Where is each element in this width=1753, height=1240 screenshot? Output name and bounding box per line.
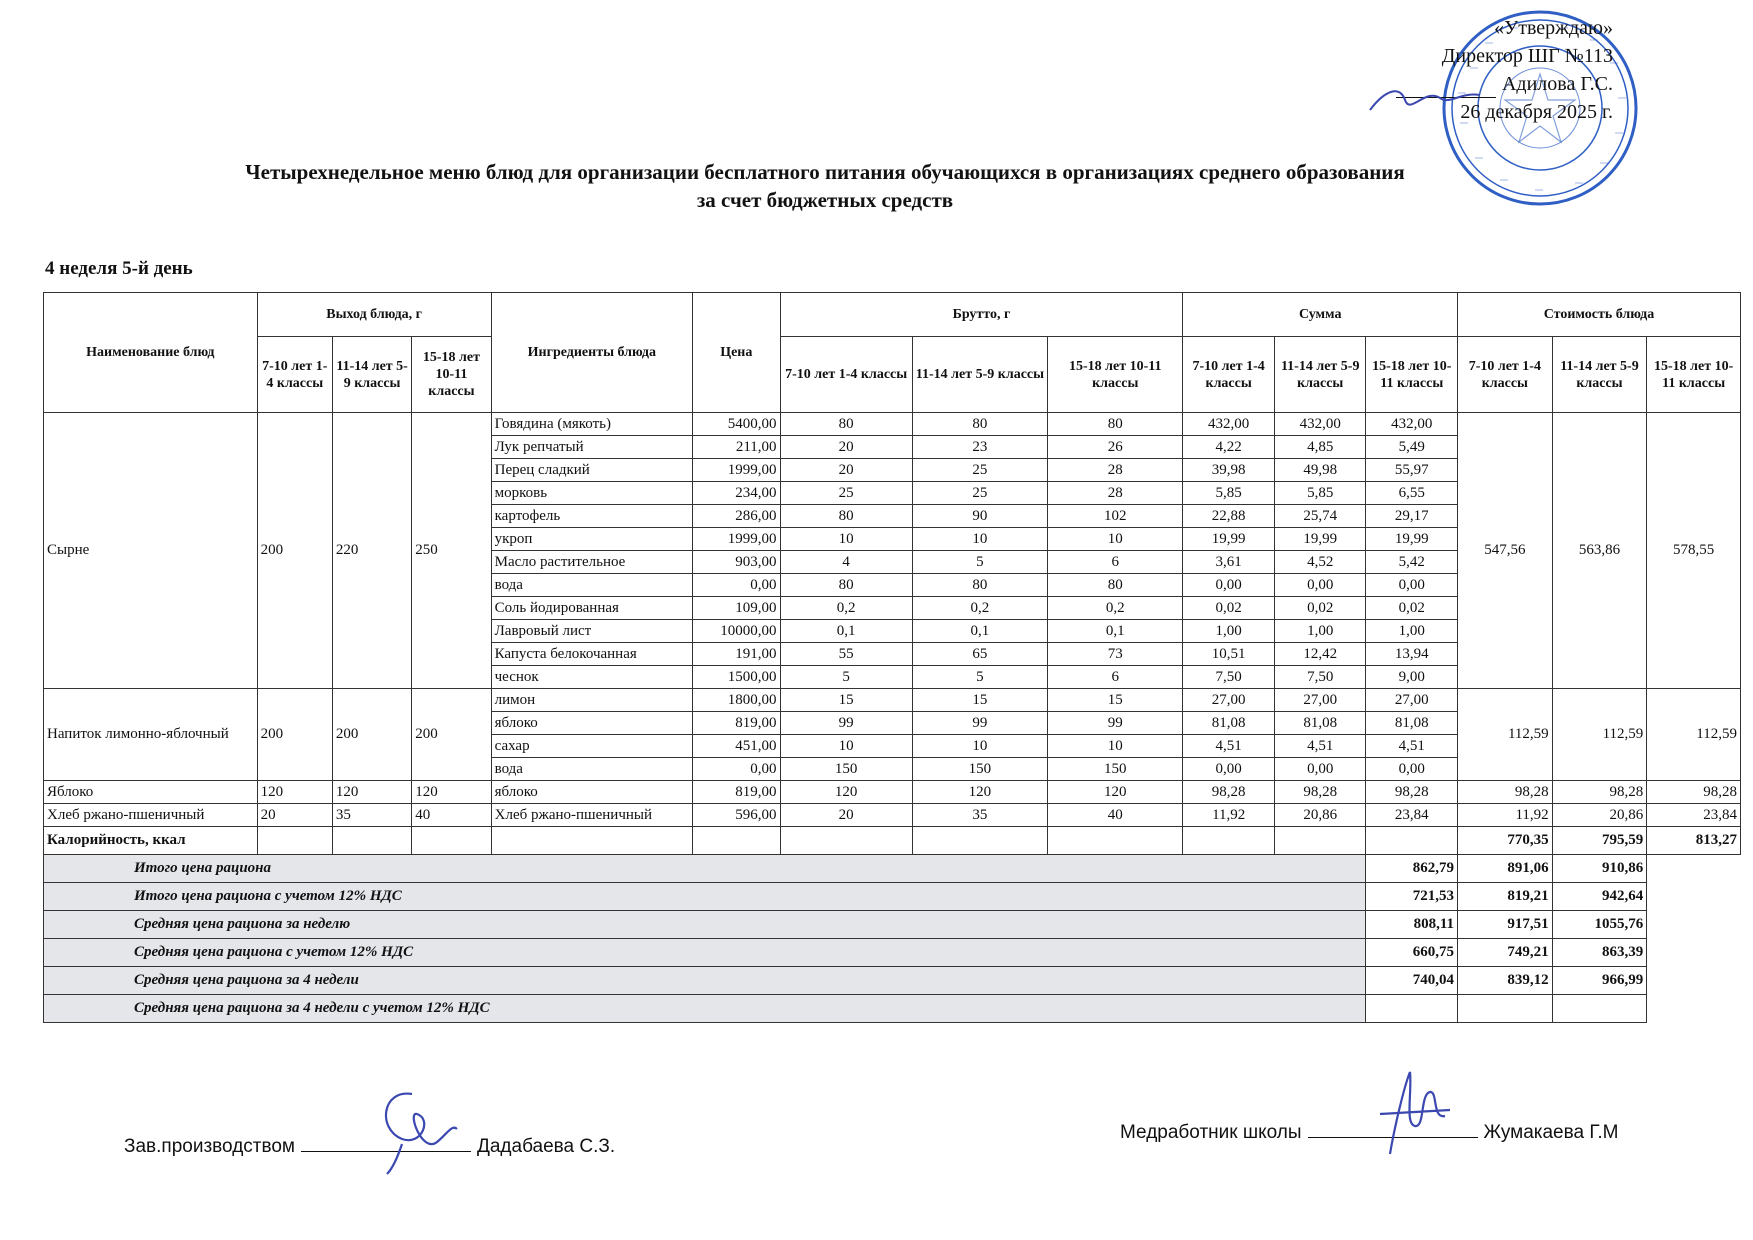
ingredient-sum: 432,00 bbox=[1366, 413, 1458, 436]
ingredient-sum: 7,50 bbox=[1274, 666, 1366, 689]
summary-value: 660,75 bbox=[1366, 939, 1458, 967]
title-line-2: за счет бюджетных средств bbox=[696, 188, 954, 212]
ingredient-price: 1999,00 bbox=[693, 528, 780, 551]
ingredient-price: 286,00 bbox=[693, 505, 780, 528]
ingredient-sum: 81,08 bbox=[1366, 712, 1458, 735]
ingredient-sum: 0,00 bbox=[1274, 574, 1366, 597]
ingredient-sum: 432,00 bbox=[1183, 413, 1275, 436]
ingredient-sum: 5,85 bbox=[1183, 482, 1275, 505]
ingredient-name: яблоко bbox=[491, 712, 692, 735]
ingredient-sum: 9,00 bbox=[1366, 666, 1458, 689]
ingredient-brutto: 25 bbox=[780, 482, 912, 505]
director-signature bbox=[1365, 80, 1485, 120]
ingredient-name: сахар bbox=[491, 735, 692, 758]
ingredient-sum: 0,00 bbox=[1366, 758, 1458, 781]
summary-value: 917,51 bbox=[1458, 911, 1553, 939]
dish-output: 220 bbox=[332, 413, 411, 689]
calories-row bbox=[44, 827, 1741, 855]
summary-value: 862,79 bbox=[1366, 855, 1458, 883]
ingredient-brutto: 35 bbox=[912, 804, 1047, 827]
ingredient-name: лимон bbox=[491, 689, 692, 712]
ingredient-brutto: 25 bbox=[912, 482, 1047, 505]
dish-cost: 98,28 bbox=[1552, 781, 1647, 804]
table-row bbox=[44, 804, 1741, 827]
dish-cost: 112,59 bbox=[1458, 689, 1553, 781]
ingredient-brutto: 99 bbox=[912, 712, 1047, 735]
ingredient-brutto: 0,1 bbox=[780, 620, 912, 643]
ingredient-brutto: 0,2 bbox=[1048, 597, 1183, 620]
header-sum-age-3: 15-18 лет 10-11 классы bbox=[1366, 337, 1458, 413]
summary-value bbox=[1552, 995, 1647, 1023]
ingredient-sum: 4,52 bbox=[1274, 551, 1366, 574]
ingredient-brutto: 80 bbox=[912, 413, 1047, 436]
approval-date: 26 декабря 2025 г. bbox=[1460, 101, 1613, 123]
summary-value: 721,53 bbox=[1366, 883, 1458, 911]
ingredient-brutto: 90 bbox=[912, 505, 1047, 528]
dish-name: Напиток лимонно-яблочный bbox=[44, 689, 258, 781]
dish-output: 120 bbox=[332, 781, 411, 804]
ingredient-sum: 4,22 bbox=[1183, 436, 1275, 459]
ingredient-sum: 10,51 bbox=[1183, 643, 1275, 666]
ingredient-brutto: 99 bbox=[780, 712, 912, 735]
ingredient-sum: 27,00 bbox=[1366, 689, 1458, 712]
ingredient-name: Перец сладкий bbox=[491, 459, 692, 482]
ingredient-name: Лук репчатый bbox=[491, 436, 692, 459]
footer-right bbox=[1120, 1122, 1618, 1144]
header-cost-age-2: 11-14 лет 5-9 классы bbox=[1552, 337, 1647, 413]
ingredient-brutto: 65 bbox=[912, 643, 1047, 666]
ingredient-sum: 0,02 bbox=[1366, 597, 1458, 620]
empty-cell bbox=[491, 827, 692, 855]
header-sum: Сумма bbox=[1183, 293, 1458, 337]
ingredient-price: 596,00 bbox=[693, 804, 780, 827]
footer-right-name: Жумакаева Г.М bbox=[1483, 1122, 1619, 1143]
dish-cost: 547,56 bbox=[1458, 413, 1553, 689]
ingredient-brutto: 5 bbox=[912, 666, 1047, 689]
calories-value: 813,27 bbox=[1647, 827, 1741, 855]
ingredient-brutto: 0,1 bbox=[1048, 620, 1183, 643]
empty-cell bbox=[412, 827, 491, 855]
ingredient-sum: 4,51 bbox=[1183, 735, 1275, 758]
ingredient-brutto: 20 bbox=[780, 436, 912, 459]
calories-value: 795,59 bbox=[1552, 827, 1647, 855]
header-output-age-3: 15-18 лет 10-11 классы bbox=[412, 337, 491, 413]
ingredient-price: 5400,00 bbox=[693, 413, 780, 436]
empty-cell bbox=[1274, 827, 1366, 855]
ingredient-brutto: 80 bbox=[780, 505, 912, 528]
ingredient-sum: 0,00 bbox=[1183, 758, 1275, 781]
ingredient-brutto: 80 bbox=[912, 574, 1047, 597]
empty-cell bbox=[257, 827, 332, 855]
ingredient-sum: 1,00 bbox=[1366, 620, 1458, 643]
ingredient-brutto: 10 bbox=[1048, 735, 1183, 758]
ingredient-sum: 13,94 bbox=[1366, 643, 1458, 666]
ingredient-price: 10000,00 bbox=[693, 620, 780, 643]
ingredient-sum: 6,55 bbox=[1366, 482, 1458, 505]
summary-row bbox=[44, 883, 1741, 911]
summary-row bbox=[44, 855, 1741, 883]
ingredient-brutto: 4 bbox=[780, 551, 912, 574]
dish-cost: 112,59 bbox=[1552, 689, 1647, 781]
ingredient-brutto: 0,2 bbox=[912, 597, 1047, 620]
ingredient-sum: 39,98 bbox=[1183, 459, 1275, 482]
week-day-label: 4 неделя 5-й день bbox=[45, 258, 193, 279]
ingredient-brutto: 15 bbox=[780, 689, 912, 712]
header-cost: Стоимость блюда bbox=[1458, 293, 1741, 337]
ingredient-brutto: 26 bbox=[1048, 436, 1183, 459]
header-ingredients: Ингредиенты блюда bbox=[491, 293, 692, 413]
ingredient-sum: 98,28 bbox=[1366, 781, 1458, 804]
ingredient-brutto: 80 bbox=[1048, 413, 1183, 436]
ingredient-sum: 1,00 bbox=[1274, 620, 1366, 643]
ingredient-sum: 4,51 bbox=[1366, 735, 1458, 758]
ingredient-sum: 0,02 bbox=[1274, 597, 1366, 620]
ingredient-name: Лавровый лист bbox=[491, 620, 692, 643]
dish-name: Сырне bbox=[44, 413, 258, 689]
empty-cell bbox=[1366, 827, 1458, 855]
ingredient-brutto: 120 bbox=[780, 781, 912, 804]
approval-position: Директор ШГ №113 bbox=[1441, 45, 1613, 67]
header-cost-age-3: 15-18 лет 10-11 классы bbox=[1647, 337, 1741, 413]
ingredient-brutto: 73 bbox=[1048, 643, 1183, 666]
ingredient-sum: 22,88 bbox=[1183, 505, 1275, 528]
ingredient-sum: 29,17 bbox=[1366, 505, 1458, 528]
ingredient-brutto: 150 bbox=[780, 758, 912, 781]
header-sum-age-2: 11-14 лет 5-9 классы bbox=[1274, 337, 1366, 413]
dish-name: Яблоко bbox=[44, 781, 258, 804]
ingredient-brutto: 20 bbox=[780, 459, 912, 482]
summary-value: 910,86 bbox=[1552, 855, 1647, 883]
ingredient-brutto: 0,2 bbox=[780, 597, 912, 620]
summary-value: 891,06 bbox=[1458, 855, 1553, 883]
summary-row bbox=[44, 939, 1741, 967]
empty-cell bbox=[332, 827, 411, 855]
ingredient-name: Капуста белокочанная bbox=[491, 643, 692, 666]
dish-cost: 23,84 bbox=[1647, 804, 1741, 827]
header-sum-age-1: 7-10 лет 1-4 классы bbox=[1183, 337, 1275, 413]
empty-cell bbox=[780, 827, 912, 855]
ingredient-sum: 4,85 bbox=[1274, 436, 1366, 459]
dish-output: 120 bbox=[257, 781, 332, 804]
dish-output: 120 bbox=[412, 781, 491, 804]
summary-value: 819,21 bbox=[1458, 883, 1553, 911]
ingredient-brutto: 15 bbox=[912, 689, 1047, 712]
header-brutto: Брутто, г bbox=[780, 293, 1183, 337]
header-brutto-age-1: 7-10 лет 1-4 классы bbox=[780, 337, 912, 413]
ingredient-sum: 7,50 bbox=[1183, 666, 1275, 689]
dish-output: 250 bbox=[412, 413, 491, 689]
dish-output: 20 bbox=[257, 804, 332, 827]
dish-output: 200 bbox=[412, 689, 491, 781]
ingredient-price: 819,00 bbox=[693, 781, 780, 804]
summary-value: 863,39 bbox=[1552, 939, 1647, 967]
document-title bbox=[100, 158, 1550, 214]
ingredient-name: картофель bbox=[491, 505, 692, 528]
summary-row bbox=[44, 967, 1741, 995]
table-row bbox=[44, 413, 1741, 436]
dish-cost: 578,55 bbox=[1647, 413, 1741, 689]
ingredient-price: 191,00 bbox=[693, 643, 780, 666]
ingredient-sum: 0,00 bbox=[1274, 758, 1366, 781]
summary-value: 808,11 bbox=[1366, 911, 1458, 939]
ingredient-price: 819,00 bbox=[693, 712, 780, 735]
table-row bbox=[44, 689, 1741, 712]
ingredient-brutto: 55 bbox=[780, 643, 912, 666]
dish-cost: 98,28 bbox=[1458, 781, 1553, 804]
ingredient-brutto: 80 bbox=[780, 413, 912, 436]
ingredient-sum: 5,85 bbox=[1274, 482, 1366, 505]
ingredient-brutto: 15 bbox=[1048, 689, 1183, 712]
ingredient-sum: 55,97 bbox=[1366, 459, 1458, 482]
ingredient-sum: 11,92 bbox=[1183, 804, 1275, 827]
ingredient-sum: 432,00 bbox=[1274, 413, 1366, 436]
ingredient-sum: 49,98 bbox=[1274, 459, 1366, 482]
ingredient-brutto: 40 bbox=[1048, 804, 1183, 827]
ingredient-sum: 27,00 bbox=[1183, 689, 1275, 712]
ingredient-price: 451,00 bbox=[693, 735, 780, 758]
ingredient-sum: 98,28 bbox=[1183, 781, 1275, 804]
ingredient-sum: 27,00 bbox=[1274, 689, 1366, 712]
ingredient-brutto: 150 bbox=[912, 758, 1047, 781]
summary-value: 839,12 bbox=[1458, 967, 1553, 995]
ingredient-brutto: 28 bbox=[1048, 459, 1183, 482]
ingredient-sum: 25,74 bbox=[1274, 505, 1366, 528]
header-output-age-1: 7-10 лет 1-4 классы bbox=[257, 337, 332, 413]
summary-row bbox=[44, 995, 1741, 1023]
summary-value bbox=[1366, 995, 1458, 1023]
title-line-1: Четырехнедельное меню блюд для организации бесплатного питания обучающихся в организациях среднего образования bbox=[245, 160, 1405, 184]
dish-cost: 112,59 bbox=[1647, 689, 1741, 781]
ingredient-brutto: 20 bbox=[780, 804, 912, 827]
empty-cell bbox=[912, 827, 1047, 855]
ingredient-price: 211,00 bbox=[693, 436, 780, 459]
footer-left bbox=[124, 1136, 615, 1158]
ingredient-brutto: 80 bbox=[780, 574, 912, 597]
ingredient-name: вода bbox=[491, 758, 692, 781]
ingredient-sum: 3,61 bbox=[1183, 551, 1275, 574]
ingredient-brutto: 10 bbox=[780, 528, 912, 551]
ingredient-sum: 20,86 bbox=[1274, 804, 1366, 827]
table-row bbox=[44, 781, 1741, 804]
ingredient-sum: 98,28 bbox=[1274, 781, 1366, 804]
ingredient-sum: 81,08 bbox=[1274, 712, 1366, 735]
summary-row bbox=[44, 911, 1741, 939]
ingredient-sum: 0,02 bbox=[1183, 597, 1275, 620]
dish-cost: 20,86 bbox=[1552, 804, 1647, 827]
footer-left-position: Зав.производством bbox=[124, 1136, 295, 1157]
ingredient-sum: 23,84 bbox=[1366, 804, 1458, 827]
approval-label: «Утверждаю» bbox=[1494, 17, 1613, 39]
ingredient-brutto: 10 bbox=[1048, 528, 1183, 551]
dish-output: 200 bbox=[257, 413, 332, 689]
ingredient-brutto: 10 bbox=[912, 528, 1047, 551]
header-output-age-2: 11-14 лет 5-9 классы bbox=[332, 337, 411, 413]
ingredient-name: вода bbox=[491, 574, 692, 597]
ingredient-sum: 1,00 bbox=[1183, 620, 1275, 643]
menu-body bbox=[44, 413, 1741, 855]
header-dish-name: Наименование блюд bbox=[44, 293, 258, 413]
summary-value: 1055,76 bbox=[1552, 911, 1647, 939]
dish-output: 40 bbox=[412, 804, 491, 827]
dish-name: Хлеб ржано-пшеничный bbox=[44, 804, 258, 827]
dish-cost: 11,92 bbox=[1458, 804, 1553, 827]
ingredient-sum: 19,99 bbox=[1366, 528, 1458, 551]
ingredient-price: 1999,00 bbox=[693, 459, 780, 482]
ingredient-name: Соль йодированная bbox=[491, 597, 692, 620]
summary-value: 942,64 bbox=[1552, 883, 1647, 911]
footer-left-name: Дадабаева С.З. bbox=[477, 1136, 616, 1157]
calories-value: 770,35 bbox=[1458, 827, 1553, 855]
ingredient-sum: 0,00 bbox=[1183, 574, 1275, 597]
header-price: Цена bbox=[693, 293, 780, 413]
ingredient-brutto: 5 bbox=[912, 551, 1047, 574]
dish-output: 35 bbox=[332, 804, 411, 827]
ingredient-brutto: 80 bbox=[1048, 574, 1183, 597]
summary-label: Средняя цена рациона с учетом 12% НДС bbox=[44, 939, 1366, 967]
footer-right-position: Медработник школы bbox=[1120, 1122, 1302, 1143]
medic-signature bbox=[1350, 1064, 1460, 1159]
ingredient-brutto: 99 bbox=[1048, 712, 1183, 735]
summary-label: Средняя цена рациона за 4 недели bbox=[44, 967, 1366, 995]
ingredient-name: яблоко bbox=[491, 781, 692, 804]
summary-label: Средняя цена рациона за 4 недели с учетом 12% НДС bbox=[44, 995, 1366, 1023]
ingredient-price: 0,00 bbox=[693, 758, 780, 781]
ingredient-sum: 4,51 bbox=[1274, 735, 1366, 758]
calories-label: Калорийность, ккал bbox=[44, 827, 258, 855]
ingredient-brutto: 6 bbox=[1048, 666, 1183, 689]
approval-name: Адилова Г.С. bbox=[1501, 73, 1613, 95]
ingredient-brutto: 6 bbox=[1048, 551, 1183, 574]
ingredient-price: 1800,00 bbox=[693, 689, 780, 712]
ingredient-name: морковь bbox=[491, 482, 692, 505]
ingredient-sum: 19,99 bbox=[1274, 528, 1366, 551]
ingredient-brutto: 102 bbox=[1048, 505, 1183, 528]
ingredient-sum: 81,08 bbox=[1183, 712, 1275, 735]
ingredient-sum: 0,00 bbox=[1366, 574, 1458, 597]
ingredient-price: 1500,00 bbox=[693, 666, 780, 689]
ingredient-sum: 5,42 bbox=[1366, 551, 1458, 574]
dish-cost: 563,86 bbox=[1552, 413, 1647, 689]
summary-value: 966,99 bbox=[1552, 967, 1647, 995]
production-head-signature bbox=[362, 1084, 472, 1179]
ingredient-brutto: 5 bbox=[780, 666, 912, 689]
ingredient-price: 0,00 bbox=[693, 574, 780, 597]
summary-label: Итого цена рациона с учетом 12% НДС bbox=[44, 883, 1366, 911]
ingredient-brutto: 10 bbox=[780, 735, 912, 758]
ingredient-name: Масло растительное bbox=[491, 551, 692, 574]
ingredient-brutto: 120 bbox=[912, 781, 1047, 804]
ingredient-sum: 12,42 bbox=[1274, 643, 1366, 666]
ingredient-price: 903,00 bbox=[693, 551, 780, 574]
ingredient-brutto: 10 bbox=[912, 735, 1047, 758]
ingredient-price: 109,00 bbox=[693, 597, 780, 620]
header-brutto-age-2: 11-14 лет 5-9 классы bbox=[912, 337, 1047, 413]
header-brutto-age-3: 15-18 лет 10-11 классы bbox=[1048, 337, 1183, 413]
dish-output: 200 bbox=[257, 689, 332, 781]
summary-label: Средняя цена рациона за неделю bbox=[44, 911, 1366, 939]
empty-cell bbox=[1048, 827, 1183, 855]
ingredient-sum: 5,49 bbox=[1366, 436, 1458, 459]
dish-cost: 98,28 bbox=[1647, 781, 1741, 804]
ingredient-price: 234,00 bbox=[693, 482, 780, 505]
header-cost-age-1: 7-10 лет 1-4 классы bbox=[1458, 337, 1553, 413]
ingredient-name: Говядина (мякоть) bbox=[491, 413, 692, 436]
ingredient-name: укроп bbox=[491, 528, 692, 551]
empty-cell bbox=[1183, 827, 1275, 855]
ingredient-name: чеснок bbox=[491, 666, 692, 689]
ingredient-brutto: 23 bbox=[912, 436, 1047, 459]
summary-value bbox=[1458, 995, 1553, 1023]
ingredient-brutto: 25 bbox=[912, 459, 1047, 482]
summary-value: 749,21 bbox=[1458, 939, 1553, 967]
ingredient-brutto: 150 bbox=[1048, 758, 1183, 781]
ingredient-brutto: 120 bbox=[1048, 781, 1183, 804]
header-output: Выход блюда, г bbox=[257, 293, 491, 337]
summary-label: Итого цена рациона bbox=[44, 855, 1366, 883]
menu-table bbox=[43, 292, 1741, 1023]
summary-value: 740,04 bbox=[1366, 967, 1458, 995]
summary-body bbox=[44, 855, 1741, 1023]
ingredient-brutto: 28 bbox=[1048, 482, 1183, 505]
ingredient-sum: 19,99 bbox=[1183, 528, 1275, 551]
ingredient-brutto: 0,1 bbox=[912, 620, 1047, 643]
dish-output: 200 bbox=[332, 689, 411, 781]
ingredient-name: Хлеб ржано-пшеничный bbox=[491, 804, 692, 827]
empty-cell bbox=[693, 827, 780, 855]
